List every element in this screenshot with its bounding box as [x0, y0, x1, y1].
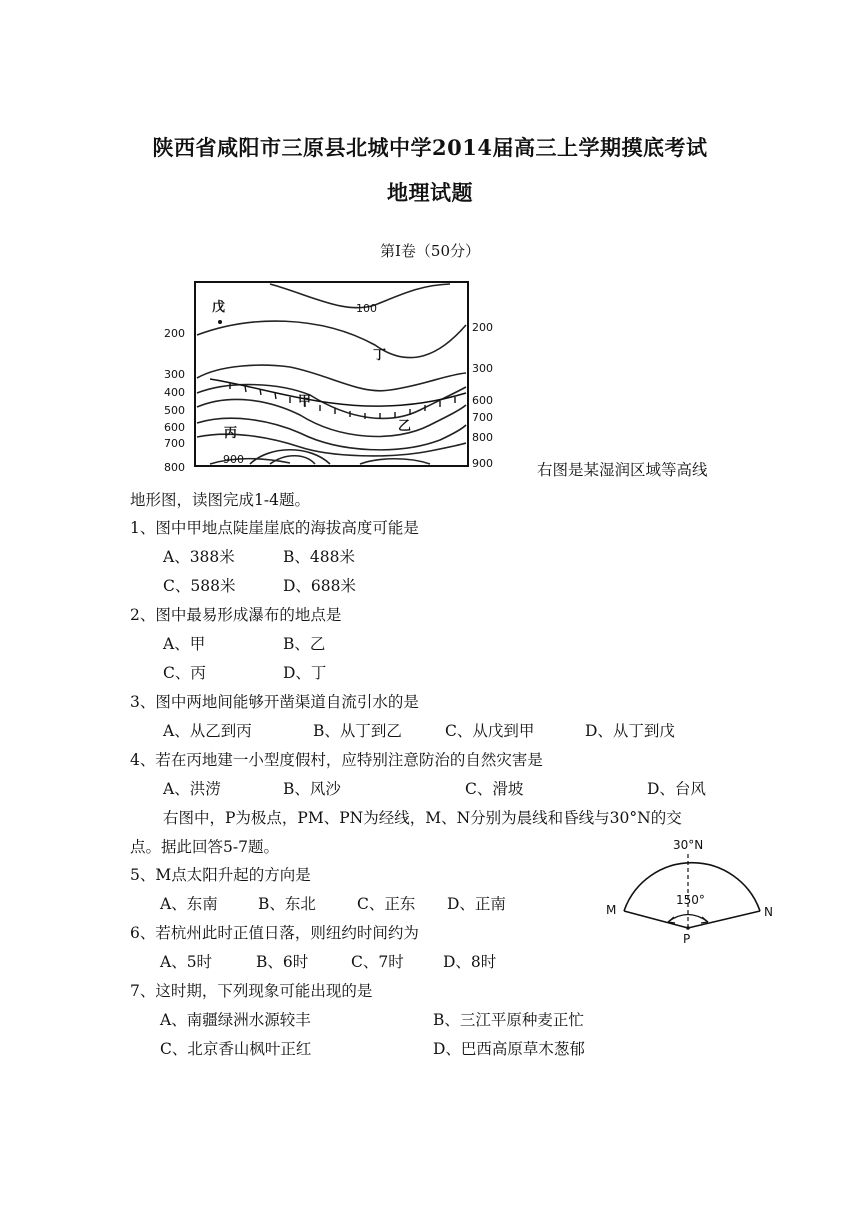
- right-axis-label: 900: [472, 457, 493, 470]
- left-axis-label: 600: [164, 421, 185, 434]
- point-p-label: P: [683, 932, 691, 946]
- q1-option-c: C、588米: [163, 577, 236, 595]
- q6-option-a: A、5时: [160, 953, 213, 971]
- q6-option-b: B、6时: [256, 953, 309, 971]
- q2-option-c: C、丙: [163, 664, 206, 682]
- left-axis-label: 500: [164, 404, 185, 417]
- left-axis-label: 300: [164, 368, 185, 381]
- q7-option-c: C、北京香山枫叶正红: [160, 1040, 312, 1058]
- q5-option-c: C、正东: [357, 895, 416, 913]
- q3-option-c: C、从戊到甲: [445, 722, 535, 740]
- contour-map: [160, 275, 505, 475]
- place-label: 戊: [212, 300, 226, 315]
- right-axis-label: 300: [472, 362, 493, 375]
- intro-text-1: 右图是某湿润区域等高线: [537, 461, 708, 479]
- section-heading: 第Ⅰ卷（50分）: [379, 242, 480, 260]
- right-axis-label: 200: [472, 321, 493, 334]
- intro-text-2: 右图中，P为极点，PM、PN为经线，M、N分别为晨线和昏线与30°N的交: [163, 809, 682, 827]
- q7-option-d: D、巴西高原草木葱郁: [433, 1040, 585, 1058]
- left-axis-label: 400: [164, 386, 185, 399]
- intro-text-1-cont: 地形图，读图完成1-4题。: [130, 491, 310, 509]
- right-axis-label: 800: [472, 431, 493, 444]
- q4-option-c: C、滑坡: [465, 780, 524, 798]
- left-axis-label: 200: [164, 327, 185, 340]
- contour-label: 900: [223, 453, 244, 466]
- angle-label: 150°: [676, 893, 705, 907]
- q4-option-b: B、风沙: [283, 780, 341, 798]
- q2-option-d: D、丁: [283, 664, 327, 682]
- question-4: 4、若在丙地建一小型度假村，应特别注意防治的自然灾害是: [130, 751, 543, 769]
- right-axis-label: 600: [472, 394, 493, 407]
- q6-option-d: D、8时: [443, 953, 497, 971]
- question-5: 5、M点太阳升起的方向是: [130, 866, 311, 884]
- place-label: 甲: [298, 394, 312, 409]
- q1-option-d: D、688米: [283, 577, 357, 595]
- question-2: 2、图中最易形成瀑布的地点是: [130, 606, 342, 624]
- q5-option-a: A、东南: [160, 895, 218, 913]
- title-line-1: 陕西省咸阳市三原县北城中学2014届高三上学期摸底考试: [152, 135, 708, 160]
- q3-option-b: B、从丁到乙: [313, 722, 402, 740]
- q3-option-a: A、从乙到丙: [163, 722, 252, 740]
- place-label: 丙: [224, 426, 238, 441]
- question-6: 6、若杭州此时正值日落，则纽约时间约为: [130, 924, 419, 942]
- left-axis-label: 800: [164, 461, 185, 474]
- intro-text-2-cont: 点。据此回答5-7题。: [130, 838, 279, 856]
- place-label: 乙: [398, 419, 412, 434]
- q3-option-d: D、从丁到戊: [585, 722, 675, 740]
- q5-option-d: D、正南: [447, 895, 506, 913]
- point-n-label: N: [764, 905, 773, 919]
- contour-label: 100: [356, 302, 377, 315]
- question-1: 1、图中甲地点陡崖崖底的海拔高度可能是: [130, 519, 419, 537]
- question-7: 7、这时期，下列现象可能出现的是: [130, 982, 373, 1000]
- place-label: 丁: [373, 348, 387, 363]
- q6-option-c: C、7时: [351, 953, 404, 971]
- q5-option-b: B、东北: [258, 895, 316, 913]
- left-axis-label: 700: [164, 437, 185, 450]
- question-3: 3、图中两地间能够开凿渠道自流引水的是: [130, 693, 419, 711]
- right-axis-label: 700: [472, 411, 493, 424]
- q1-option-b: B、488米: [283, 548, 355, 566]
- q7-option-b: B、三江平原种麦正忙: [433, 1011, 584, 1029]
- latitude-label: 30°N: [673, 838, 704, 852]
- title-line-2: 地理试题: [387, 180, 473, 205]
- q2-option-a: A、甲: [163, 635, 206, 653]
- q4-option-a: A、洪涝: [163, 780, 221, 798]
- q4-option-d: D、台风: [647, 780, 706, 798]
- polar-diagram: [600, 832, 785, 950]
- q1-option-a: A、388米: [163, 548, 235, 566]
- q7-option-a: A、南疆绿洲水源较丰: [160, 1011, 311, 1029]
- point-m-label: M: [606, 903, 617, 917]
- q2-option-b: B、乙: [283, 635, 326, 653]
